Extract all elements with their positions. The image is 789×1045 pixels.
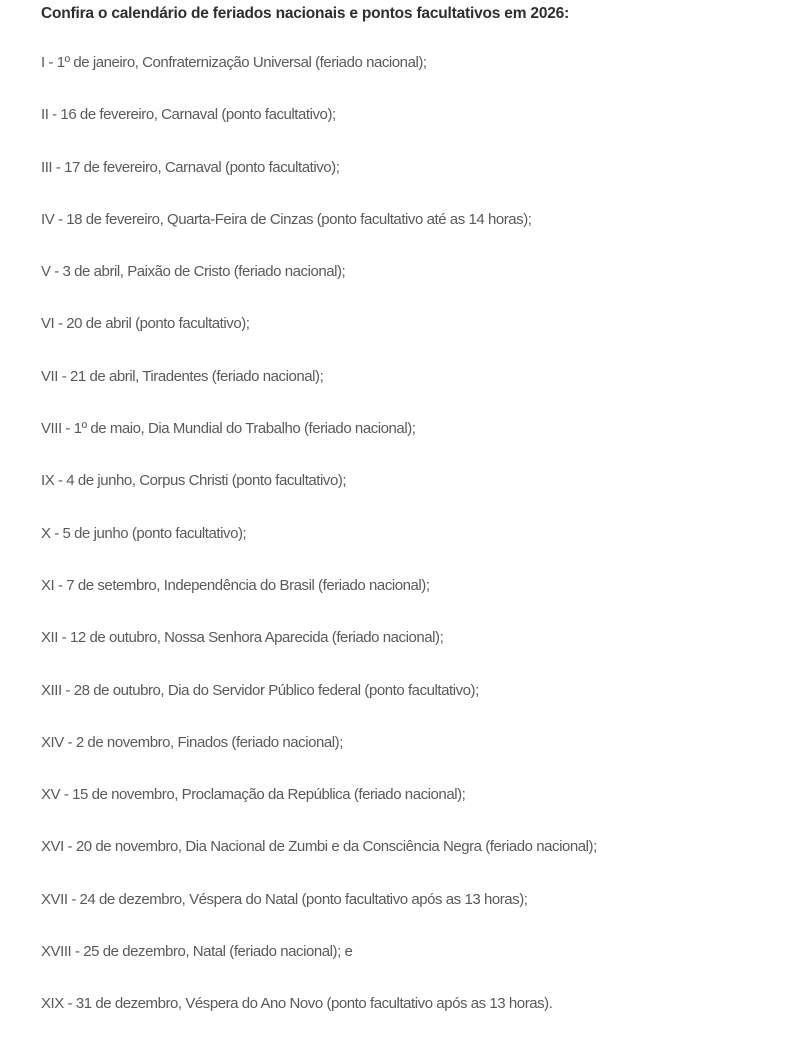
item-text: 20 de abril (ponto facultativo); [66, 315, 250, 333]
list-item [41, 940, 597, 992]
item-text: 5 de junho (ponto facultativo); [62, 524, 247, 542]
item-numeral: XIII [41, 681, 62, 699]
item-text: 3 de abril, Paixão de Cristo (feriado nacional); [62, 263, 346, 281]
item-numeral: XVI [41, 838, 64, 856]
item-text: 1º de maio, Dia Mundial do Trabalho (feriado nacional); [73, 420, 416, 438]
item-numeral: XIV [41, 733, 64, 751]
item-numeral: XII [41, 629, 58, 647]
item-numeral: IX [41, 472, 55, 490]
holiday-list [41, 51, 597, 1045]
item-numeral: II [41, 106, 49, 124]
list-item [41, 417, 597, 469]
list-item [41, 574, 597, 626]
item-separator: - [54, 210, 67, 228]
item-text: 21 de abril, Tiradentes (feriado nacional); [69, 367, 324, 385]
item-text: 7 de setembro, Independência do Brasil (feriado nacional); [66, 576, 430, 594]
list-item [41, 312, 597, 364]
item-separator: - [48, 106, 61, 124]
list-item [41, 51, 597, 103]
item-numeral: VIII [41, 420, 62, 438]
item-separator: - [71, 943, 84, 961]
item-separator: - [44, 54, 57, 71]
list-item [41, 888, 597, 940]
list-item [41, 679, 597, 731]
item-separator: - [50, 263, 63, 281]
item-text: 25 de dezembro, Natal (feriado nacional); e [83, 943, 353, 961]
item-separator: - [54, 576, 67, 594]
item-separator: - [61, 681, 74, 699]
item-separator: - [58, 629, 70, 647]
item-separator: - [50, 524, 63, 542]
item-text: 2 de novembro, Finados (feriado nacional); [75, 733, 343, 751]
item-numeral: VI [41, 315, 55, 333]
item-text: 20 de novembro, Dia Nacional de Zumbi e da Consciência Negra (feriado nacional); [75, 838, 597, 856]
item-text: 16 de fevereiro, Carnaval (ponto facultativo); [60, 106, 336, 124]
item-text: 24 de dezembro, Véspera do Natal (ponto facultativo após as 13 horas); [79, 890, 528, 908]
list-item [41, 835, 597, 887]
item-numeral: I [41, 54, 45, 71]
list-item [41, 626, 597, 678]
list-item [41, 992, 597, 1044]
item-numeral: XVIII [41, 943, 72, 961]
item-text: 31 de dezembro, Véspera do Ano Novo (ponto facultativo após as 13 horas). [75, 995, 553, 1013]
list-item [41, 103, 597, 155]
item-numeral: XV [41, 786, 61, 804]
item-separator: - [54, 472, 67, 490]
item-separator: - [60, 786, 73, 804]
item-numeral: XIX [41, 995, 64, 1013]
item-text: 18 de fevereiro, Quarta-Feira de Cinzas (ponto facultativo até as 14 horas); [66, 210, 532, 228]
item-text: 4 de junho, Corpus Christi (ponto facultativo); [66, 472, 347, 490]
item-separator: - [61, 420, 74, 438]
page-title: Confira o calendário de feriados nacionais e pontos facultativos em 2026: [41, 5, 570, 22]
item-text: 12 de outubro, Nossa Senhora Aparecida (feriado nacional); [69, 629, 444, 647]
list-item [41, 469, 597, 521]
item-separator: - [52, 158, 65, 176]
item-separator: - [63, 733, 76, 751]
list-item [41, 365, 597, 417]
list-item [41, 260, 597, 312]
item-separator: - [63, 995, 76, 1013]
item-text: 15 de novembro, Proclamação da República (feriado nacional); [72, 786, 466, 804]
item-numeral: X [41, 524, 51, 542]
item-numeral: IV [41, 210, 55, 228]
item-text: 17 de fevereiro, Carnaval (ponto facultativo); [64, 158, 340, 176]
item-separator: - [58, 367, 70, 385]
item-separator: - [63, 838, 76, 856]
list-item [41, 208, 597, 260]
item-numeral: III [41, 158, 53, 176]
item-numeral: V [41, 263, 51, 281]
list-item [41, 156, 597, 208]
list-item [41, 522, 597, 574]
list-item [41, 731, 597, 783]
item-numeral: VII [41, 367, 58, 385]
item-separator: - [67, 890, 80, 908]
list-item [41, 783, 597, 835]
item-separator: - [54, 315, 67, 333]
item-text: 1º de janeiro, Confraternização Universal (feriado nacional); [56, 54, 427, 71]
item-text: 28 de outubro, Dia do Servidor Público federal (ponto facultativo); [73, 681, 479, 699]
item-numeral: XVII [41, 890, 68, 908]
item-numeral: XI [41, 576, 55, 594]
